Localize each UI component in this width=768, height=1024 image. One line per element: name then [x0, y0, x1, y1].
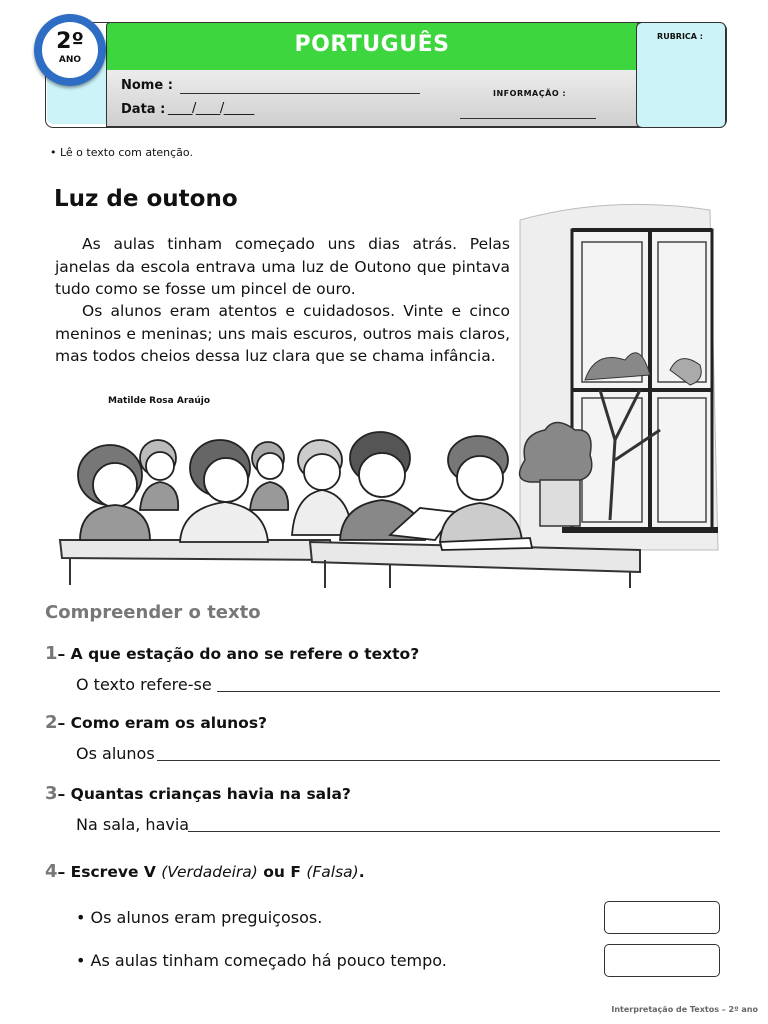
answer-line-1[interactable]	[217, 673, 720, 692]
data-label: Data :	[121, 102, 166, 117]
window-illustration	[562, 230, 718, 530]
answer-prefix-1: O texto refere-se	[76, 675, 212, 694]
question-text: – Quantas crianças havia na sala?	[57, 785, 351, 803]
verdadeira-label: (Verdadeira)	[161, 863, 258, 881]
question-number: 1	[45, 643, 58, 664]
answer-prefix-2: Os alunos	[76, 744, 155, 763]
grade-number: 2º	[56, 29, 84, 54]
desks-illustration	[60, 540, 640, 588]
rubrica-label: RUBRICA :	[657, 32, 703, 41]
informacao-label: INFORMAÇÃO :	[493, 89, 567, 98]
question-number: 4	[45, 861, 58, 882]
classroom-illustration	[50, 190, 722, 590]
question-text: – Como eram os alunos?	[57, 714, 268, 732]
date-field[interactable]: ____/____/_____	[168, 101, 254, 116]
informacao-field[interactable]	[460, 104, 596, 119]
falsa-label: (Falsa)	[306, 863, 359, 881]
paragraph-1: As aulas tinham começado uns dias atrás. Pelas janelas da escola entrava uma luz de Outono que pintava tudo como se fosse um pincel de ouro.	[55, 235, 510, 298]
section-title: Compreender o texto	[45, 602, 261, 623]
question-text: – A que estação do ano se refere o texto?	[57, 645, 420, 663]
vf-answer-box-1[interactable]	[604, 901, 720, 934]
nome-label: Nome :	[121, 78, 173, 93]
subject-title: PORTUGUÊS	[294, 32, 450, 57]
question-2	[45, 712, 267, 733]
question-number: 3	[45, 783, 58, 804]
ou-label: ou F	[257, 863, 307, 881]
children-illustration	[78, 432, 532, 550]
footer: Interpretação de Textos – 2º ano	[611, 1005, 758, 1014]
text-title: Luz de outono	[54, 186, 238, 212]
nome-field[interactable]	[180, 79, 420, 94]
paragraph-2: Os alunos eram atentos e cuidadosos. Vinte e cinco meninos e meninas; uns mais escuros, outros mais claros, mas todos cheios dessa luz clara que se chama infância.	[55, 302, 510, 365]
answer-line-2[interactable]	[157, 742, 720, 761]
question-text: – Escreve V	[57, 863, 162, 881]
question-1	[45, 643, 419, 664]
statement-2: • As aulas tinham começado há pouco tempo.	[76, 951, 447, 970]
grade-label: ANO	[58, 55, 82, 65]
question-4	[45, 861, 365, 882]
question-3	[45, 783, 351, 804]
author: Matilde Rosa Araújo	[108, 396, 211, 406]
question-number: 2	[45, 712, 58, 733]
vf-answer-box-2[interactable]	[604, 944, 720, 977]
end-punct: .	[358, 863, 365, 881]
answer-line-3[interactable]	[188, 813, 720, 832]
instruction: • Lê o texto com atenção.	[50, 146, 193, 159]
answer-prefix-3: Na sala, havia	[76, 815, 190, 834]
statement-1: • Os alunos eram preguiçosos.	[76, 908, 323, 927]
